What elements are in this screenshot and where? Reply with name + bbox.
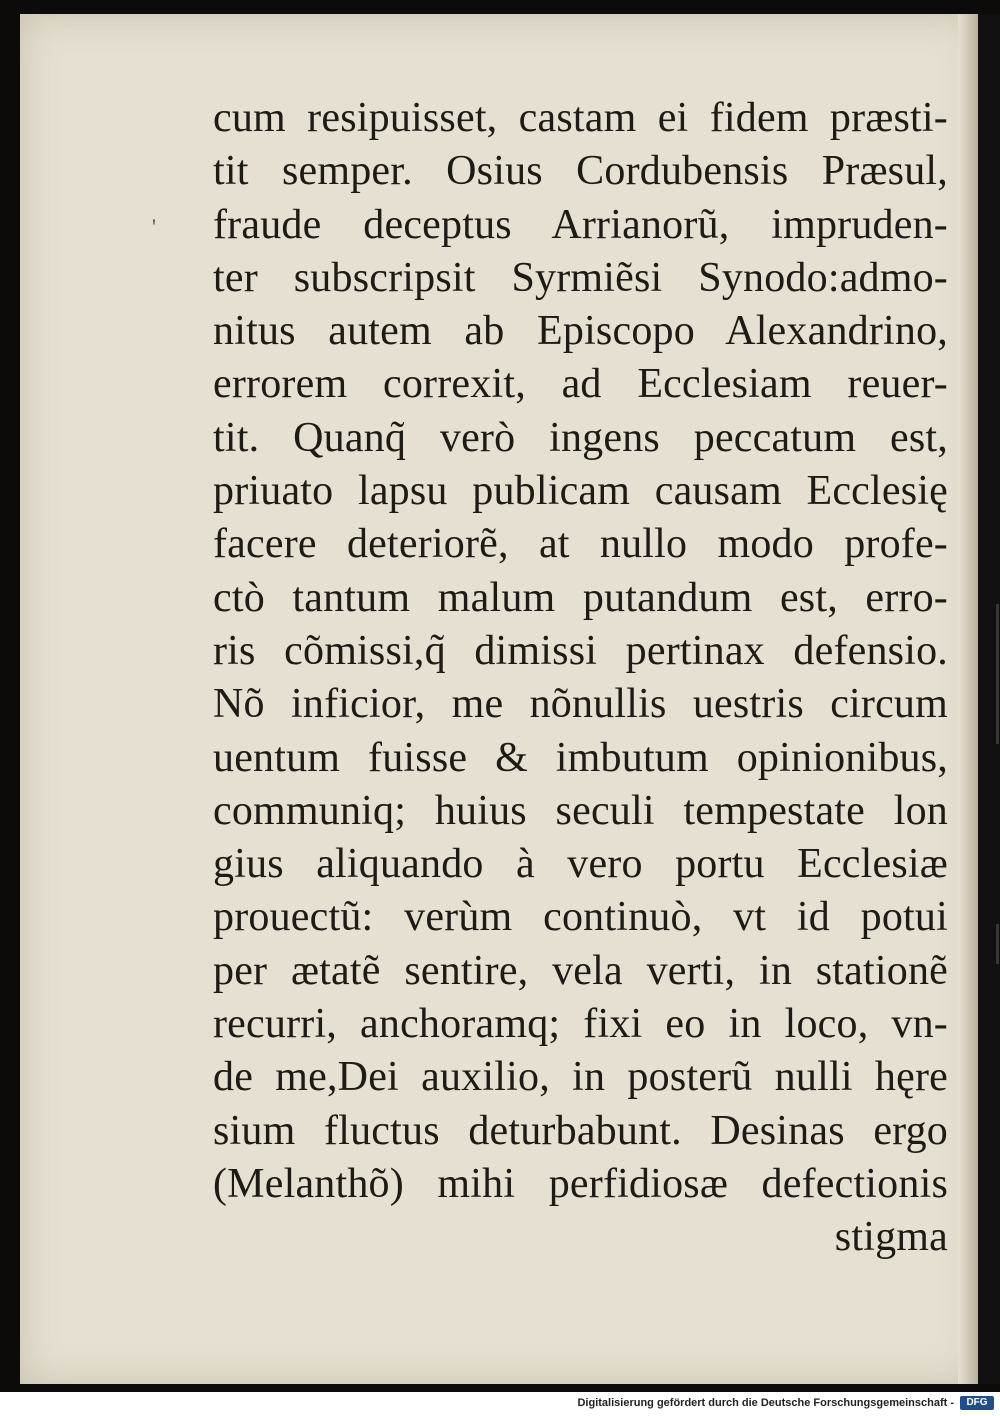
text-line: ctò tantum malum putandum est, erro- (213, 574, 948, 621)
dfg-logo: DFG (960, 1396, 994, 1410)
text-line: tit semper. Osius Cordubensis Præsul, (213, 148, 948, 195)
gutter-mark (996, 924, 999, 964)
text-line: recurri, anchoramq; fixi eo in loco, vn- (213, 1001, 948, 1048)
text-line: de me,Dei auxilio, in posterũ nulli hęre (213, 1054, 948, 1101)
text-line: uentum fuisse & imbutum opinionibus, (213, 734, 948, 781)
text-line: tit. Quanq̃ verò ingens peccatum est, (213, 414, 948, 461)
text-line: facere deteriorẽ, at nullo modo profe- (213, 521, 948, 568)
text-line: Nõ inficior, me nõnullis uestris circum (213, 681, 948, 728)
page-body-text (213, 92, 948, 1265)
text-line: nitus autem ab Episcopo Alexandrino, (213, 308, 948, 355)
text-line: communiq; huius seculi tempestate lon (213, 787, 948, 834)
gutter-mark (996, 604, 999, 744)
text-line: sium fluctus deturbabunt. Desinas ergo (213, 1107, 948, 1154)
text-line: fraude deceptus Arrianorũ, impruden- (213, 201, 948, 248)
catchword: stigma (834, 1214, 948, 1261)
margin-mark: ' (152, 214, 156, 239)
text-line: cum resipuisset, castam ei fidem præsti- (213, 95, 948, 141)
text-line: ter subscripsit Syrmiẽsi Synodo:admo- (213, 254, 948, 301)
page-edge (958, 14, 978, 1384)
footer-bar (0, 1392, 1000, 1416)
text-line: (Melanthõ) mihi perfidiosæ defectionis (213, 1160, 948, 1207)
text-line: per ætatẽ sentire, vela verti, in stationẽ (213, 947, 948, 994)
funding-notice: Digitalisierung gefördert durch die Deutsche Forschungsgemeinschaft - (577, 1397, 954, 1409)
gutter (978, 14, 1000, 1384)
text-line: prouectũ: verùm continuò, vt id potui (213, 894, 948, 941)
text-line: priuato lapsu publicam causam Ecclesię (213, 468, 948, 515)
text-line: ris cõmissi,q̃ dimissi pertinax defensio. (213, 627, 948, 674)
text-line: errorem correxit, ad Ecclesiam reuer- (213, 361, 948, 408)
text-line: gius aliquando à vero portu Ecclesiæ (213, 841, 948, 888)
